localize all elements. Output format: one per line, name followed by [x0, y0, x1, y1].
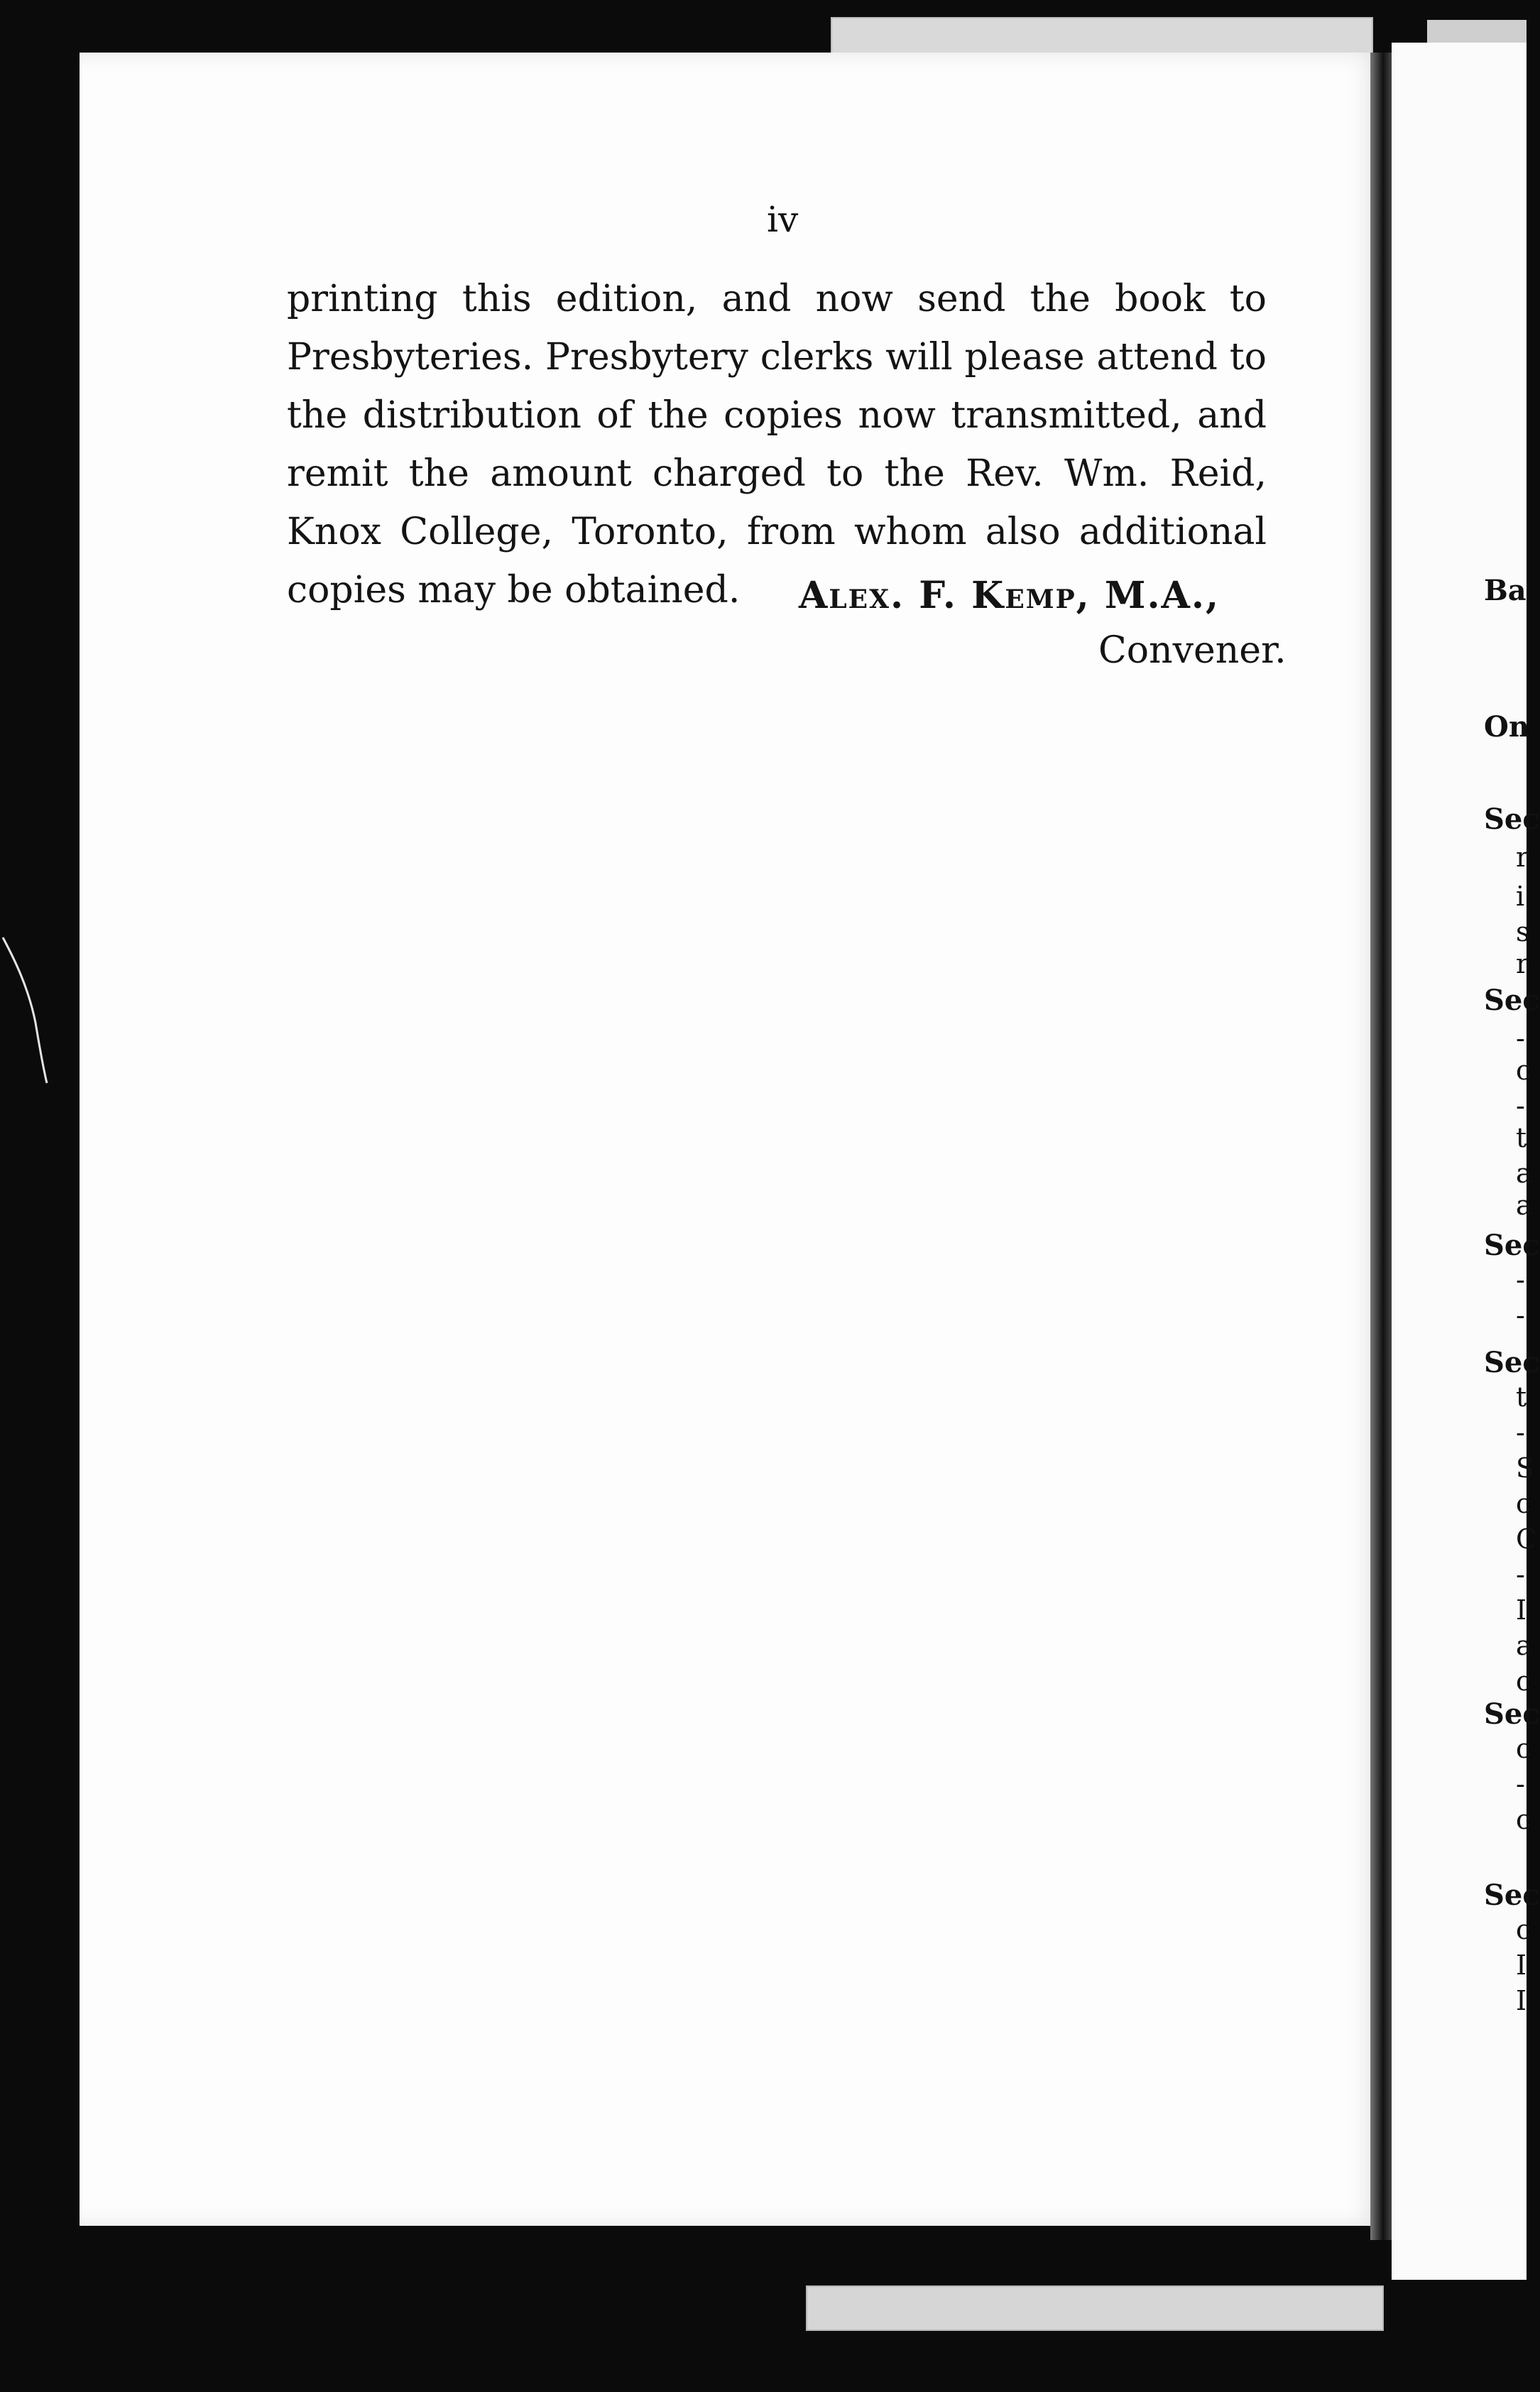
right-letter: t [1516, 1122, 1527, 1153]
right-letter: c [1516, 1055, 1531, 1086]
right-page [1392, 43, 1527, 2280]
right-fragment-sec-2: Sec [1484, 984, 1540, 1017]
right-fragment-sec-3: Sec [1484, 1229, 1540, 1262]
right-letter: - [1516, 1417, 1525, 1448]
right-letter: I [1516, 1594, 1527, 1626]
right-letter: I [1516, 1985, 1527, 2016]
right-letter: - [1516, 1559, 1525, 1590]
signature-name: Alex. F. Kemp, M.A., [799, 574, 1220, 617]
right-letter: - [1516, 1300, 1525, 1331]
right-letter: c [1516, 1488, 1531, 1519]
right-letter: c [1516, 1914, 1531, 1945]
right-fragment-sec-5: Sec [1484, 1697, 1540, 1731]
right-fragment-sec-1: Sec [1484, 803, 1540, 836]
right-letter: c [1516, 1665, 1531, 1697]
right-letter: - [1516, 1023, 1525, 1054]
right-letter: r [1516, 948, 1529, 979]
right-letter: a [1516, 1630, 1532, 1661]
right-letter: t [1516, 1381, 1527, 1413]
left-edge-mark [0, 930, 57, 1087]
book-spine [1370, 53, 1392, 2240]
right-fragment-sec-4: Sec [1484, 1346, 1540, 1379]
right-fragment-ba: Ba [1484, 574, 1527, 607]
body-paragraph: printing this edition, and now send the book to Presbyteries. Presbytery clerks will please attend to the distribution of the copies now transmitted, and remit the amount charged to the Rev. Wm. Reid, Knox College, Toronto, from whom also additional copies may be obtained. [287, 278, 1267, 611]
right-letter: C [1516, 1523, 1537, 1555]
right-letter: i [1516, 881, 1525, 912]
right-letter: - [1516, 1090, 1525, 1121]
right-letter: a [1516, 1190, 1532, 1221]
right-letter: S [1516, 1452, 1535, 1484]
right-letter: - [1516, 1264, 1525, 1295]
right-letter: s [1516, 916, 1530, 947]
right-letter: r [1516, 842, 1529, 873]
right-letter: c [1516, 1804, 1531, 1835]
right-letter: c [1516, 1733, 1531, 1764]
signature-role: Convener. [1098, 629, 1287, 672]
right-letter: I [1516, 1950, 1527, 1981]
right-fragment-on: On [1484, 710, 1529, 744]
right-fragment-sec-6: Sec [1484, 1879, 1540, 1912]
right-letter: a [1516, 1158, 1532, 1189]
right-letter: - [1516, 1768, 1525, 1800]
bottom-page-edge [806, 2285, 1384, 2331]
page-number: iv [767, 199, 799, 240]
